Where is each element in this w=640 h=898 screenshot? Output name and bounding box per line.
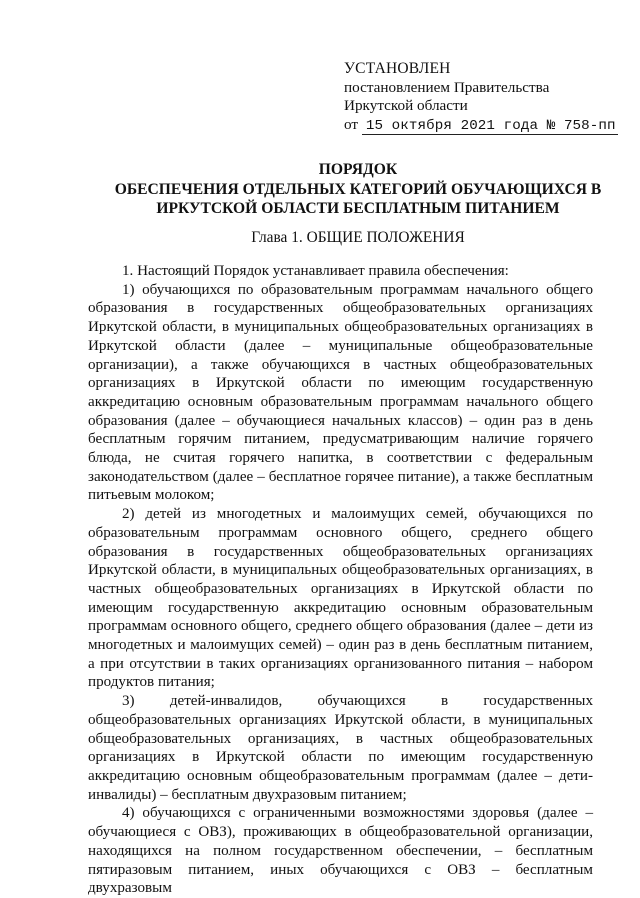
- approval-date-prefix: от: [344, 115, 359, 133]
- title-line-2: ОБЕСПЕЧЕНИЯ ОТДЕЛЬНЫХ КАТЕГОРИЙ ОБУЧАЮЩИХСЯ В: [114, 180, 602, 198]
- approval-block: [344, 60, 624, 135]
- title-line-1: ПОРЯДОК: [318, 161, 398, 178]
- paragraph-item-3: 3) детей-инвалидов, обучающихся в государственных общеобразовательных организациях Иркутской области, в муниципальных общеобразовательных организациях, в частных общеобразовательных организациях в Иркутской области по имеющим государственную аккредитацию основным общеобразовательным программам (далее – дети-инвалиды) – бесплатным двухразовым питанием;: [88, 693, 593, 803]
- approval-date-line: [344, 116, 624, 136]
- approval-date-value: 15 октября 2021 года № 758-пп: [362, 118, 618, 135]
- document-title: [80, 160, 636, 219]
- approval-decree-line: постановлением Правительства: [344, 78, 550, 96]
- paragraph-item-1: 1) обучающихся по образовательным программам начального общего образования в государственных общеобразовательных организациях Иркутской области, в муниципальных общеобразовательных организациях в Иркутской области (далее – муниципальные общеобразовательные организации), а также обучающихся в частных общеобразовательных организациях в Иркутской области по имеющим государственную аккредитацию основным образовательным программам начального общего образования (далее – обучающиеся начальных классов) – один раз в день бесплатным горячим питанием, предусматривающим наличие горячего блюда, не считая горячего напитка, в соответствии с федеральным законодательством (далее – бесплатное горячее питание), а также бесплатным питьевым молоком;: [88, 281, 593, 504]
- document-body: [88, 262, 593, 898]
- title-line-3: ИРКУТСКОЙ ОБЛАСТИ БЕСПЛАТНЫМ ПИТАНИЕМ: [156, 200, 560, 217]
- paragraph-item-2: 2) детей из многодетных и малоимущих семей, обучающихся по образовательным программам основного общего, среднего общего образования в государственных общеобразовательных организациях Иркутской области, в муниципальных общеобразовательных организациях, в частных общеобразовательных организациях в Иркутской области по имеющим государственную аккредитацию основным образовательным программам основного общего, среднего общего образования (далее – дети из многодетных и малоимущих семей) – один раз в день бесплатным питанием, а при отсутствии в таких организациях организованного питания – набором продуктов питания;: [88, 506, 593, 691]
- approval-region-line: Иркутской области: [344, 97, 468, 114]
- paragraph-intro: 1. Настоящий Порядок устанавливает правила обеспечения:: [122, 263, 509, 279]
- paragraph-item-4: 4) обучающихся с ограниченными возможностями здоровья (далее – обучающиеся с ОВЗ), проживающих в общеобразовательной организации, находящихся на полном государственном обеспечении, – бесплатным пятиразовым питанием, иных обучающихся с ОВЗ – бесплатным двухразовым: [88, 805, 593, 897]
- approval-heading: УСТАНОВЛЕН: [344, 60, 451, 77]
- chapter-heading: Глава 1. ОБЩИЕ ПОЛОЖЕНИЯ: [251, 229, 465, 246]
